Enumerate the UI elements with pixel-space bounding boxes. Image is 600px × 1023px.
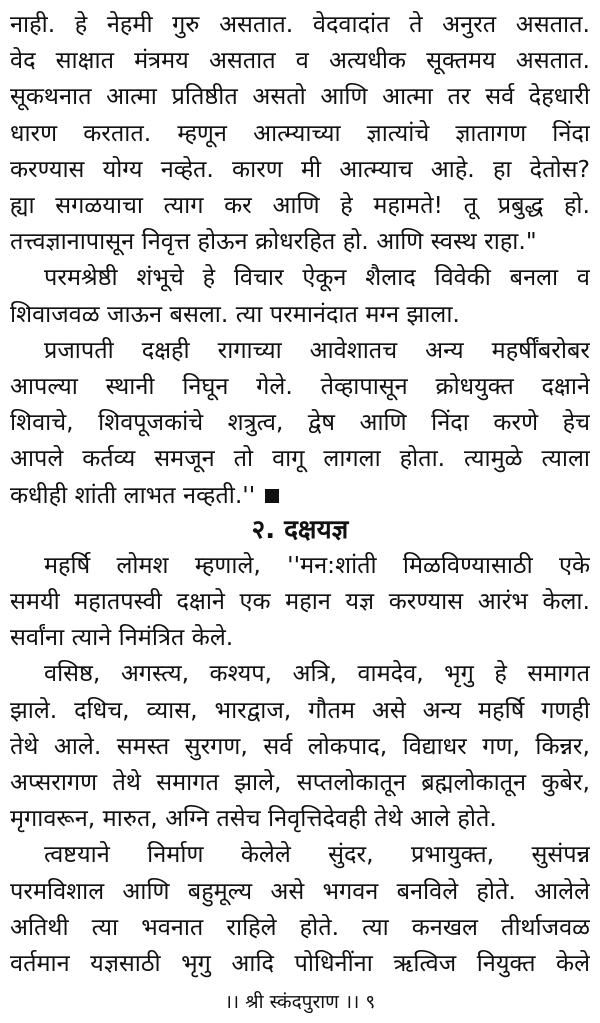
black-square-icon [265, 489, 279, 503]
paragraph-shambhu [10, 259, 590, 331]
text-line: त्वष्टयाने निर्माण केलेले सुंदर, प्रभायुक्त, सुसंपन्न [44, 840, 590, 869]
text-line: तत्त्वज्ञानापासून निवृत्त होऊन क्रोधरहित हो. आणि स्वस्थ राहा." [10, 227, 537, 256]
text-line: धारण करतात. म्हणून आत्म्याच्या ज्ञात्यांचे ज्ञातागण निंदा [10, 118, 590, 147]
text-line: शिवाचे, शिवपूजकांचे शत्रुत्व, द्वेष आणि निंदा करणे हेच [10, 408, 590, 437]
text-line: महर्षि लोमश म्हणाले, ''मन:शांती मिळविण्यासाठी एके [44, 550, 590, 579]
text-line: ह्या सगळयाचा त्याग कर आणि हे महामते! तू प्रबुद्ध हो. [10, 191, 590, 220]
paragraph-shiva-speech [10, 6, 590, 259]
paragraph-lomash [10, 547, 590, 656]
text-line: सर्वांना त्याने निमंत्रित केले. [10, 623, 234, 652]
text-line: परमश्रेष्ठी शंभूचे हे विचार ऐकून शैलाद विवेकी बनला व [44, 263, 590, 292]
text-line: वसिष्ठ, अगस्त्य, कश्यप, अत्रि, वामदेव, भृगु हे समागत [44, 659, 590, 688]
text-line-with-end-mark [10, 477, 590, 513]
text-line: झाले. दधिच, व्यास, भारद्वाज, गौतम असे अन्य महर्षि गणही [10, 695, 590, 724]
text-line: आपले कर्तव्य समजून तो वागू लागला होता. त्यामुळे त्याला [10, 444, 590, 473]
text-line: तेथे आले. समस्त सुरगण, सर्व लोकपाद, विद्याधर गण, किन्नर, [10, 731, 590, 760]
text-line: वेद साक्षात मंत्रमय असतात व अत्यधीक सूक्तमय असतात. [10, 46, 590, 75]
text-line: समयी महातपस्वी दक्षाने एक महान यज्ञ करण्यास आरंभ केला. [10, 587, 590, 616]
text-line: शिवाजवळ जाऊन बसला. त्या परमानंदात मग्न झाला. [10, 299, 460, 328]
text-line: अप्सरागण तेथे समागत झाले, सप्तलोकातून ब्रह्मलोकातून कुबेर, [10, 768, 590, 797]
text-line: परमविशाल आणि बहुमूल्य असे भगवन बनविले होते. आलेले [10, 876, 590, 905]
text-line: आपल्या स्थानी निघून गेले. तेव्हापासून क्रोधयुक्त दक्षाने [10, 372, 590, 401]
text-line: नाही. हे नेहमी गुरु असतात. वेदवादांत ते अनुरत असतात. [10, 10, 590, 38]
paragraph-daksha [10, 332, 590, 513]
text-line: सूकथनात आत्मा प्रतिष्ठीत असतो आणि आत्मा तर सर्व देहधारी [10, 82, 590, 111]
text-line: मृगावरून, मारुत, अग्नि तसेच निवृत्तिदेवही तेथे आले होते. [10, 804, 497, 833]
paragraph-guests [10, 655, 590, 836]
chapter-heading: २. दक्षयज्ञ [251, 514, 349, 545]
text-line: वर्तमान यज्ञसाठी भृगु आदि पोधिनींना ऋत्विज नियुक्त केले [10, 949, 590, 978]
text-span: कधीही शांती लाभत नव्हती.'' [10, 480, 256, 509]
text-line: करण्यास योग्य नव्हेत. कारण मी आत्म्याच आहे. हा देतोस? [10, 154, 590, 183]
paragraph-tvashta [10, 836, 590, 981]
text-line: अतिथी त्या भवनात राहिले होते. त्या कनखल तीर्थाजवळ [10, 912, 590, 941]
page-footer: ।। श्री स्कंदपुराण ।। ९ [224, 991, 376, 1013]
text-line: प्रजापती दक्षही रागाच्या आवेशातच अन्य महर्षींबरोबर [44, 335, 590, 364]
